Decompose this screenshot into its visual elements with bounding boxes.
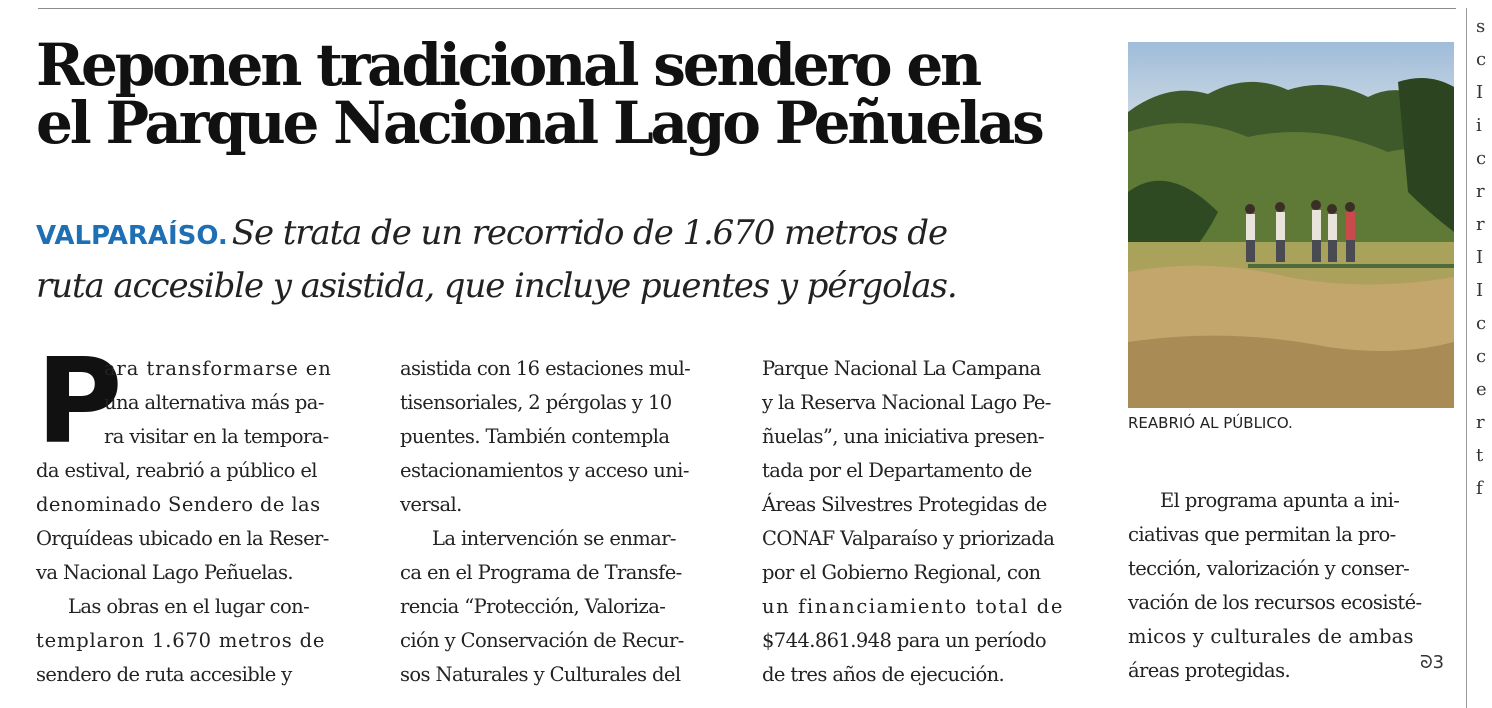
top-rule [38, 8, 1456, 9]
fragment-char: r [1476, 214, 1485, 235]
body-line: tada por el Departamento de [762, 459, 1032, 482]
end-of-article-mark: ᘐ3 [1420, 652, 1445, 673]
deck-line-1-text: Se trata de un recorrido de 1.670 metros de [231, 213, 947, 253]
body-line: micos y culturales de ambas [1128, 625, 1414, 648]
adjacent-article-fragment [1476, 10, 1492, 708]
body-line: Orquídeas ubicado en la Reser- [36, 527, 329, 550]
fragment-char: I [1476, 280, 1484, 301]
column-divider [1466, 8, 1467, 708]
body-line: asistida con 16 estaciones mul- [400, 357, 691, 380]
fragment-char: I [1476, 82, 1484, 103]
body-line: El programa apunta a ini- [1160, 489, 1400, 512]
body-line: versal. [400, 493, 462, 516]
body-line: templaron 1.670 metros de [36, 629, 326, 652]
body-line: sendero de ruta accesible y [36, 663, 292, 686]
body-column-1 [36, 332, 366, 692]
body-line: ñuelas”, una iniciativa presen- [762, 425, 1045, 448]
fragment-char: c [1476, 313, 1487, 334]
body-line: CONAF Valparaíso y priorizada [762, 527, 1055, 550]
body-line: ciativas que permitan la pro- [1128, 523, 1396, 546]
fragment-char: I [1476, 247, 1484, 268]
body-line: de tres años de ejecución. [762, 663, 1005, 686]
fragment-char: e [1476, 379, 1487, 400]
body-line: $744.861.948 para un período [762, 629, 1046, 652]
deck [36, 208, 1096, 311]
dateline-place: VALPARAÍSO. [36, 221, 228, 251]
body-line: áreas protegidas. [1128, 659, 1291, 682]
fragment-char: f [1476, 478, 1483, 499]
body-column-3 [762, 352, 1094, 692]
body-line: por el Gobierno Regional, con [762, 561, 1041, 584]
body-column-4 [1128, 484, 1454, 688]
fragment-char: r [1476, 181, 1485, 202]
body-line: estacionamientos y acceso uni- [400, 459, 689, 482]
fragment-char: i [1476, 115, 1482, 136]
body-line: sos Naturales y Culturales del [400, 663, 681, 686]
body-line: ca en el Programa de Transfe- [400, 561, 682, 584]
fragment-char: t [1476, 445, 1484, 466]
article-photo [1128, 42, 1454, 408]
deck-line-1 [36, 208, 1096, 261]
body-line: Parque Nacional La Campana [762, 357, 1041, 380]
fragment-char: s [1476, 16, 1486, 37]
body-line: una alternativa más pa- [104, 391, 324, 414]
body-line: da estival, reabrió a público el [36, 459, 317, 482]
fragment-char: c [1476, 346, 1487, 367]
body-line: denominado Sendero de las [36, 493, 321, 516]
fragment-char: c [1476, 49, 1487, 70]
headline-line-2: el Parque Nacional Lago Peñuelas [36, 89, 1042, 157]
body-line: ción y Conservación de Recur- [400, 629, 684, 652]
body-line: un financiamiento total de [762, 595, 1064, 618]
body-line: vación de los recursos ecosisté- [1128, 591, 1422, 614]
body-line: va Nacional Lago Peñuelas. [36, 561, 293, 584]
body-line: ra visitar en la tempora- [104, 425, 329, 448]
photo-caption: REABRIÓ AL PÚBLICO. [1128, 414, 1293, 432]
fragment-char: r [1476, 412, 1485, 433]
body-line: Áreas Silvestres Protegidas de [762, 493, 1047, 516]
headline-line-1: Reponen tradicional sendero en [36, 31, 979, 99]
body-line: tección, valorización y conser- [1128, 557, 1410, 580]
body-line: y la Reserva Nacional Lago Pe- [762, 391, 1051, 414]
body-column-2 [400, 352, 730, 692]
body-line: tisensoriales, 2 pérgolas y 10 [400, 391, 672, 414]
trail-photo-illustration [1128, 42, 1454, 408]
body-line: Las obras en el lugar con- [68, 595, 310, 618]
headline [36, 31, 1046, 157]
body-line: ara transformarse en [104, 357, 332, 380]
body-line: rencia “Protección, Valoriza- [400, 595, 666, 618]
drop-cap: P [36, 332, 123, 470]
deck-line-2: ruta accesible y asistida, que incluye puentes y pérgolas. [36, 266, 957, 306]
fragment-char: c [1476, 148, 1487, 169]
body-line: La intervención se enmar- [432, 527, 676, 550]
body-line: puentes. También contempla [400, 425, 670, 448]
